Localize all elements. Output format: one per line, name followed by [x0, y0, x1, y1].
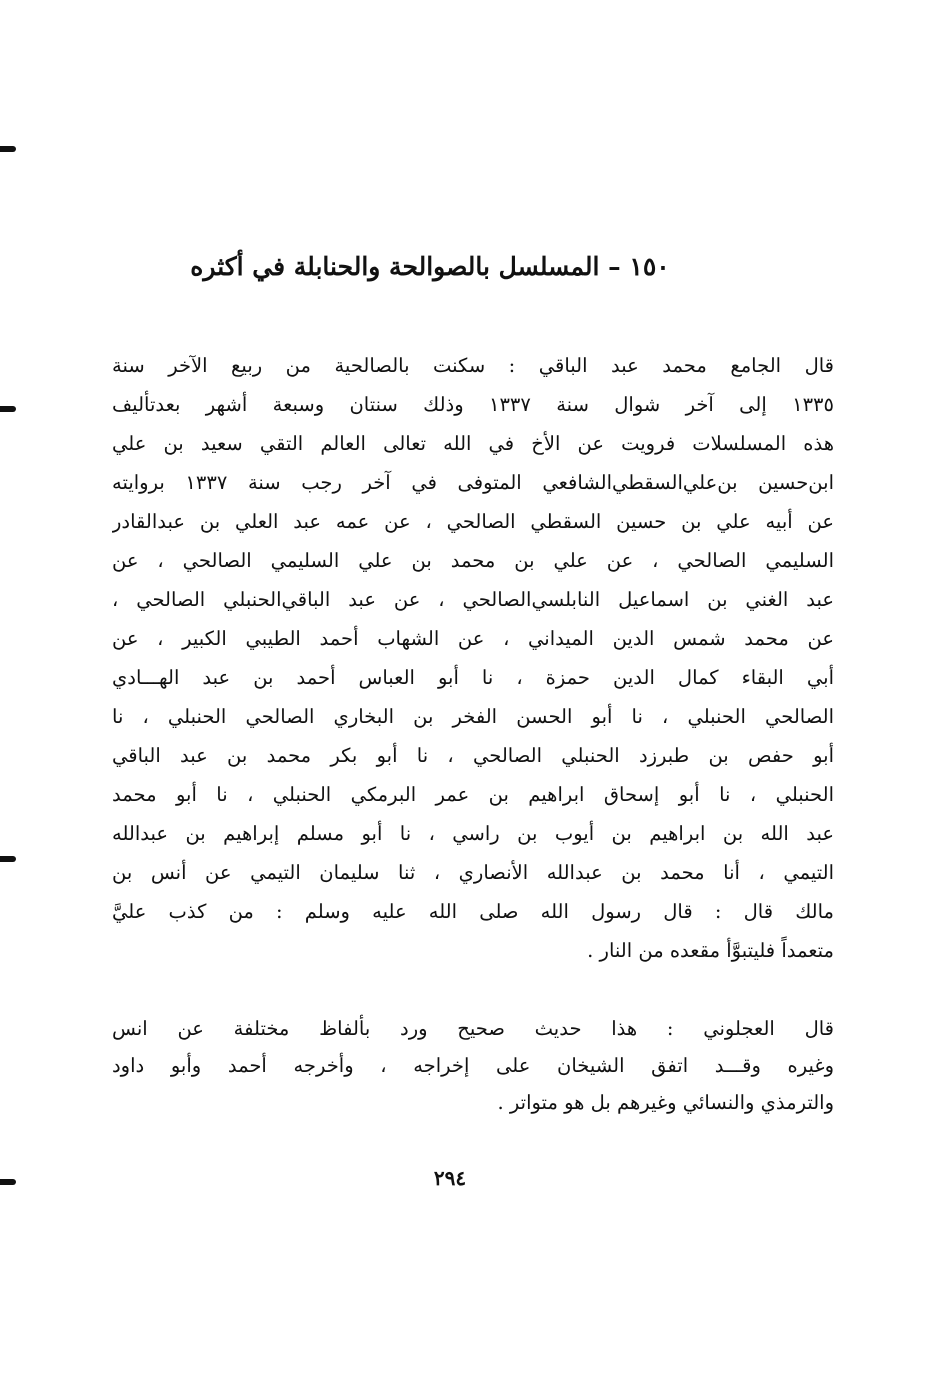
text-line: والترمذي والنسائي وغيرهم بل هو متواتر .	[497, 1091, 834, 1114]
text-line: قال الجامع محمد عبد الباقي : سكنت بالصالحية من ربيع الآخر سنة	[112, 354, 834, 377]
text-line: الصالحي الحنبلي ، نا أبو الحسن الفخر بن البخاري الصالحي الحنبلي ، نا	[112, 705, 834, 728]
paragraph-hadith-chain	[112, 346, 834, 970]
text-line: مالك قال : قال رسول الله صلى الله عليه وسلم : من كذب عليَّ	[112, 900, 834, 923]
paragraph-ajluni-comment	[112, 1010, 834, 1121]
section-heading: ١٥٠ – المسلسل بالصوالحة والحنابلة في أكثره	[190, 252, 670, 281]
margin-mark	[0, 146, 16, 152]
text-line: ١٣٣٥ إلى آخر شوال سنة ١٣٣٧ وذلك سنتان وسبعة أشهر بعدتأليف	[112, 393, 834, 416]
margin-mark	[0, 856, 16, 862]
text-line: هذه المسلسلات فرويت عن الأخ في الله تعالى العالم التقي سعيد بن علي	[112, 432, 834, 455]
text-line: السليمي الصالحي ، عن علي بن محمد بن علي السليمي الصالحي ، عن	[112, 549, 834, 572]
text-line: قال العجلوني : هذا حديث صحيح ورد بألفاظ مختلفة عن انس	[112, 1017, 834, 1040]
text-line: متعمداً فليتبوَّأ مقعده من النار .	[587, 939, 834, 962]
text-line: وغيره وقـــد اتفق الشيخان على إخراجه ، وأخرجه أحمد وأبو داود	[112, 1054, 834, 1077]
text-line: الحنبلي ، نا أبو إسحاق ابراهيم بن عمر البرمكي الحنبلي ، نا أبو محمد	[112, 783, 834, 806]
margin-mark	[0, 406, 16, 412]
text-line: ابن‌حسين بن‌علي‌السقطي‌الشافعي المتوفى في آخر رجب سنة ١٣٣٧ بروايته	[112, 471, 834, 494]
text-line: أبي البقاء كمال الدين حمزة ، نا أبو العباس أحمد بن عبد الهـــادي	[112, 666, 834, 689]
text-line: عن أبيه علي بن حسين السقطي الصالحي ، عن عمه عبد العلي بن عبدالقادر	[112, 510, 834, 533]
text-line: أبو حفص بن طبرزد الحنبلي الصالحي ، نا أبو بكر محمد بن عبد الباقي	[112, 744, 834, 767]
margin-mark	[0, 1179, 16, 1185]
text-line: التيمي ، أنا محمد بن عبدالله الأنصاري ، ثنا سليمان التيمي عن أنس بن	[112, 861, 834, 884]
text-line: عبد الغني بن اسماعيل النابلسي‌الصالحي ، عن عبد الباقي‌الحنبلي الصالحي ،	[112, 588, 834, 611]
text-line: عن محمد شمس الدين الميداني ، عن الشهاب أحمد الطيبي الكبير ، عن	[112, 627, 834, 650]
page-number: ٢٩٤	[433, 1166, 467, 1190]
text-line: عبد الله بن ابراهيم بن أيوب بن راسي ، نا أبو مسلم إبراهيم بن عبدالله	[112, 822, 834, 845]
